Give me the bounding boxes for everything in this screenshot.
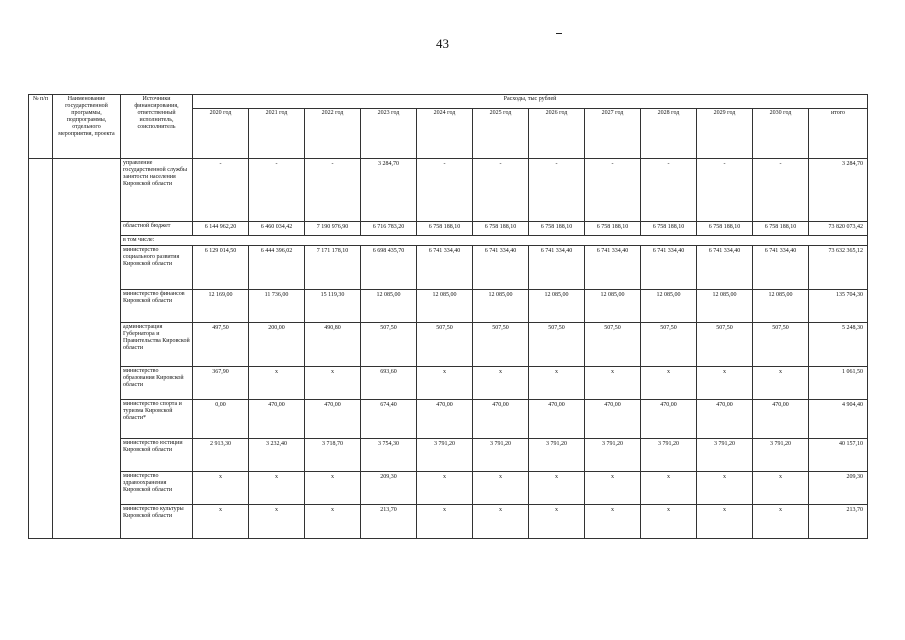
page-number: 43 — [436, 36, 449, 51]
source-cell: в том числе: — [121, 236, 868, 246]
value-cell: 507,50 — [361, 323, 417, 367]
header-year: 2022 год — [305, 109, 361, 159]
value-cell: x — [753, 472, 809, 505]
value-cell: 507,50 — [641, 323, 697, 367]
table-row — [29, 159, 868, 222]
header-name: Наименование государственной программы, подпрограммы, отдельного мероприятия, проекта — [53, 95, 121, 159]
value-cell: x — [417, 505, 473, 539]
value-cell: 15 119,30 — [305, 290, 361, 323]
source-cell: министерство здравоохранения Кировской области — [121, 472, 193, 505]
value-cell: x — [697, 367, 753, 400]
value-cell: 6 144 962,20 — [193, 222, 249, 236]
value-cell: x — [193, 505, 249, 539]
value-cell: 6 758 188,10 — [417, 222, 473, 236]
value-cell: 693,60 — [361, 367, 417, 400]
value-cell: 3 791,20 — [529, 439, 585, 472]
value-cell: - — [529, 159, 585, 222]
source-cell: министерство спорта и туризма Кировской области* — [121, 400, 193, 439]
value-cell: x — [417, 472, 473, 505]
value-cell: 3 791,20 — [753, 439, 809, 472]
table-row — [29, 290, 868, 323]
value-cell: 6 758 188,10 — [753, 222, 809, 236]
value-cell: 6 741 334,40 — [417, 246, 473, 290]
value-cell: 7 171 178,10 — [305, 246, 361, 290]
value-cell: - — [473, 159, 529, 222]
value-cell: 507,50 — [585, 323, 641, 367]
value-cell: 3 284,70 — [809, 159, 868, 222]
source-cell: министерство финансов Кировской области — [121, 290, 193, 323]
value-cell: 11 736,00 — [249, 290, 305, 323]
value-cell: 2 913,30 — [193, 439, 249, 472]
value-cell: 0,00 — [193, 400, 249, 439]
header-year: 2024 год — [417, 109, 473, 159]
value-cell: x — [305, 367, 361, 400]
value-cell: x — [305, 472, 361, 505]
value-cell: 12 085,00 — [473, 290, 529, 323]
value-cell: - — [193, 159, 249, 222]
value-cell: 6 758 188,10 — [473, 222, 529, 236]
value-cell: 12 085,00 — [697, 290, 753, 323]
value-cell: x — [417, 367, 473, 400]
value-cell: 6 716 783,20 — [361, 222, 417, 236]
value-cell: 6 758 188,10 — [641, 222, 697, 236]
header-year: 2026 год — [529, 109, 585, 159]
corner-mark — [556, 33, 562, 34]
value-cell: x — [249, 505, 305, 539]
table-row — [29, 222, 868, 236]
value-cell: 3 791,20 — [641, 439, 697, 472]
value-cell: 135 704,30 — [809, 290, 868, 323]
value-cell: 3 791,20 — [697, 439, 753, 472]
value-cell: x — [641, 505, 697, 539]
value-cell: 213,70 — [809, 505, 868, 539]
value-cell: x — [641, 472, 697, 505]
value-cell: 5 248,30 — [809, 323, 868, 367]
value-cell: 470,00 — [641, 400, 697, 439]
value-cell: x — [473, 505, 529, 539]
table-row — [29, 236, 868, 246]
source-cell: министерство образования Кировской области — [121, 367, 193, 400]
value-cell: 12 085,00 — [585, 290, 641, 323]
header-year: 2021 год — [249, 109, 305, 159]
value-cell: 507,50 — [697, 323, 753, 367]
value-cell: 470,00 — [753, 400, 809, 439]
value-cell: 6 758 188,10 — [529, 222, 585, 236]
value-cell: 213,70 — [361, 505, 417, 539]
value-cell: 6 741 334,40 — [529, 246, 585, 290]
header-year: 2028 год — [641, 109, 697, 159]
value-cell: 470,00 — [417, 400, 473, 439]
value-cell: 470,00 — [585, 400, 641, 439]
row-number-cell — [29, 159, 53, 539]
value-cell: 470,00 — [529, 400, 585, 439]
value-cell: 367,90 — [193, 367, 249, 400]
value-cell: 12 169,00 — [193, 290, 249, 323]
value-cell: 507,50 — [417, 323, 473, 367]
value-cell: x — [697, 472, 753, 505]
value-cell: x — [249, 472, 305, 505]
value-cell: x — [529, 472, 585, 505]
value-cell: 6 741 334,40 — [585, 246, 641, 290]
value-cell: 12 085,00 — [641, 290, 697, 323]
value-cell: x — [585, 367, 641, 400]
value-cell: 674,40 — [361, 400, 417, 439]
value-cell: 12 085,00 — [417, 290, 473, 323]
value-cell: x — [585, 472, 641, 505]
value-cell: x — [753, 505, 809, 539]
value-cell: 3 232,40 — [249, 439, 305, 472]
value-cell: x — [529, 367, 585, 400]
value-cell: 6 758 188,10 — [697, 222, 753, 236]
value-cell: 1 061,50 — [809, 367, 868, 400]
source-cell: управление государственной службы занятости населения Кировской области — [121, 159, 193, 222]
value-cell: 209,30 — [361, 472, 417, 505]
value-cell: 73 632 365,12 — [809, 246, 868, 290]
header-year: 2030 год — [753, 109, 809, 159]
header-year: 2023 год — [361, 109, 417, 159]
value-cell: 470,00 — [305, 400, 361, 439]
source-cell: администрация Губернатора и Правительства Кировской области — [121, 323, 193, 367]
value-cell: 470,00 — [473, 400, 529, 439]
value-cell: 490,80 — [305, 323, 361, 367]
header-year: 2027 год — [585, 109, 641, 159]
value-cell: 6 741 334,40 — [473, 246, 529, 290]
source-cell: министерство юстиции Кировской области — [121, 439, 193, 472]
value-cell: - — [641, 159, 697, 222]
value-cell: 470,00 — [249, 400, 305, 439]
value-cell: x — [697, 505, 753, 539]
value-cell: x — [473, 472, 529, 505]
value-cell: - — [417, 159, 473, 222]
value-cell: 12 085,00 — [753, 290, 809, 323]
value-cell: 6 129 014,50 — [193, 246, 249, 290]
table-row — [29, 439, 868, 472]
value-cell: x — [585, 505, 641, 539]
value-cell: 3 718,70 — [305, 439, 361, 472]
value-cell: - — [753, 159, 809, 222]
value-cell: 12 085,00 — [529, 290, 585, 323]
header-source: Источники финансирования, ответственный исполнитель, соисполнитель — [121, 95, 193, 159]
value-cell: x — [529, 505, 585, 539]
value-cell: 209,30 — [809, 472, 868, 505]
source-cell: министерство культуры Кировской области — [121, 505, 193, 539]
table-row — [29, 400, 868, 439]
value-cell: x — [641, 367, 697, 400]
source-cell: областной бюджет — [121, 222, 193, 236]
header-year: 2020 год — [193, 109, 249, 159]
header-year: 2025 год — [473, 109, 529, 159]
value-cell: 4 904,40 — [809, 400, 868, 439]
value-cell: x — [473, 367, 529, 400]
value-cell: 7 190 976,90 — [305, 222, 361, 236]
table-row — [29, 367, 868, 400]
value-cell: - — [697, 159, 753, 222]
value-cell: 507,50 — [753, 323, 809, 367]
value-cell: 6 741 334,40 — [753, 246, 809, 290]
value-cell: 470,00 — [697, 400, 753, 439]
value-cell: x — [753, 367, 809, 400]
value-cell: 3 791,20 — [473, 439, 529, 472]
value-cell: 6 460 034,42 — [249, 222, 305, 236]
value-cell: 507,50 — [473, 323, 529, 367]
value-cell: 6 698 435,70 — [361, 246, 417, 290]
value-cell: 3 791,20 — [585, 439, 641, 472]
row-name-cell — [53, 159, 121, 539]
value-cell: x — [193, 472, 249, 505]
value-cell: - — [249, 159, 305, 222]
value-cell: 6 741 334,40 — [641, 246, 697, 290]
value-cell: 40 157,10 — [809, 439, 868, 472]
value-cell: 497,50 — [193, 323, 249, 367]
source-cell: министерство социального развития Кировской области — [121, 246, 193, 290]
expenses-table — [28, 94, 868, 539]
value-cell: 3 791,20 — [417, 439, 473, 472]
header-number: № п/п — [29, 95, 53, 159]
table-row — [29, 472, 868, 505]
table-row — [29, 246, 868, 290]
value-cell: - — [585, 159, 641, 222]
value-cell: 507,50 — [529, 323, 585, 367]
value-cell: 12 085,00 — [361, 290, 417, 323]
value-cell: - — [305, 159, 361, 222]
value-cell: x — [305, 505, 361, 539]
table-row — [29, 323, 868, 367]
value-cell: 3 284,70 — [361, 159, 417, 222]
value-cell: 6 444 396,02 — [249, 246, 305, 290]
value-cell: 73 820 073,42 — [809, 222, 868, 236]
header-year: 2029 год — [697, 109, 753, 159]
expenses-table-wrapper — [28, 94, 868, 539]
value-cell: 6 741 334,40 — [697, 246, 753, 290]
value-cell: x — [249, 367, 305, 400]
header-expenses: Расходы, тыс рублей — [193, 95, 868, 109]
value-cell: 6 758 188,10 — [585, 222, 641, 236]
value-cell: 3 754,30 — [361, 439, 417, 472]
table-row — [29, 505, 868, 539]
header-year: итого — [809, 109, 868, 159]
value-cell: 200,00 — [249, 323, 305, 367]
